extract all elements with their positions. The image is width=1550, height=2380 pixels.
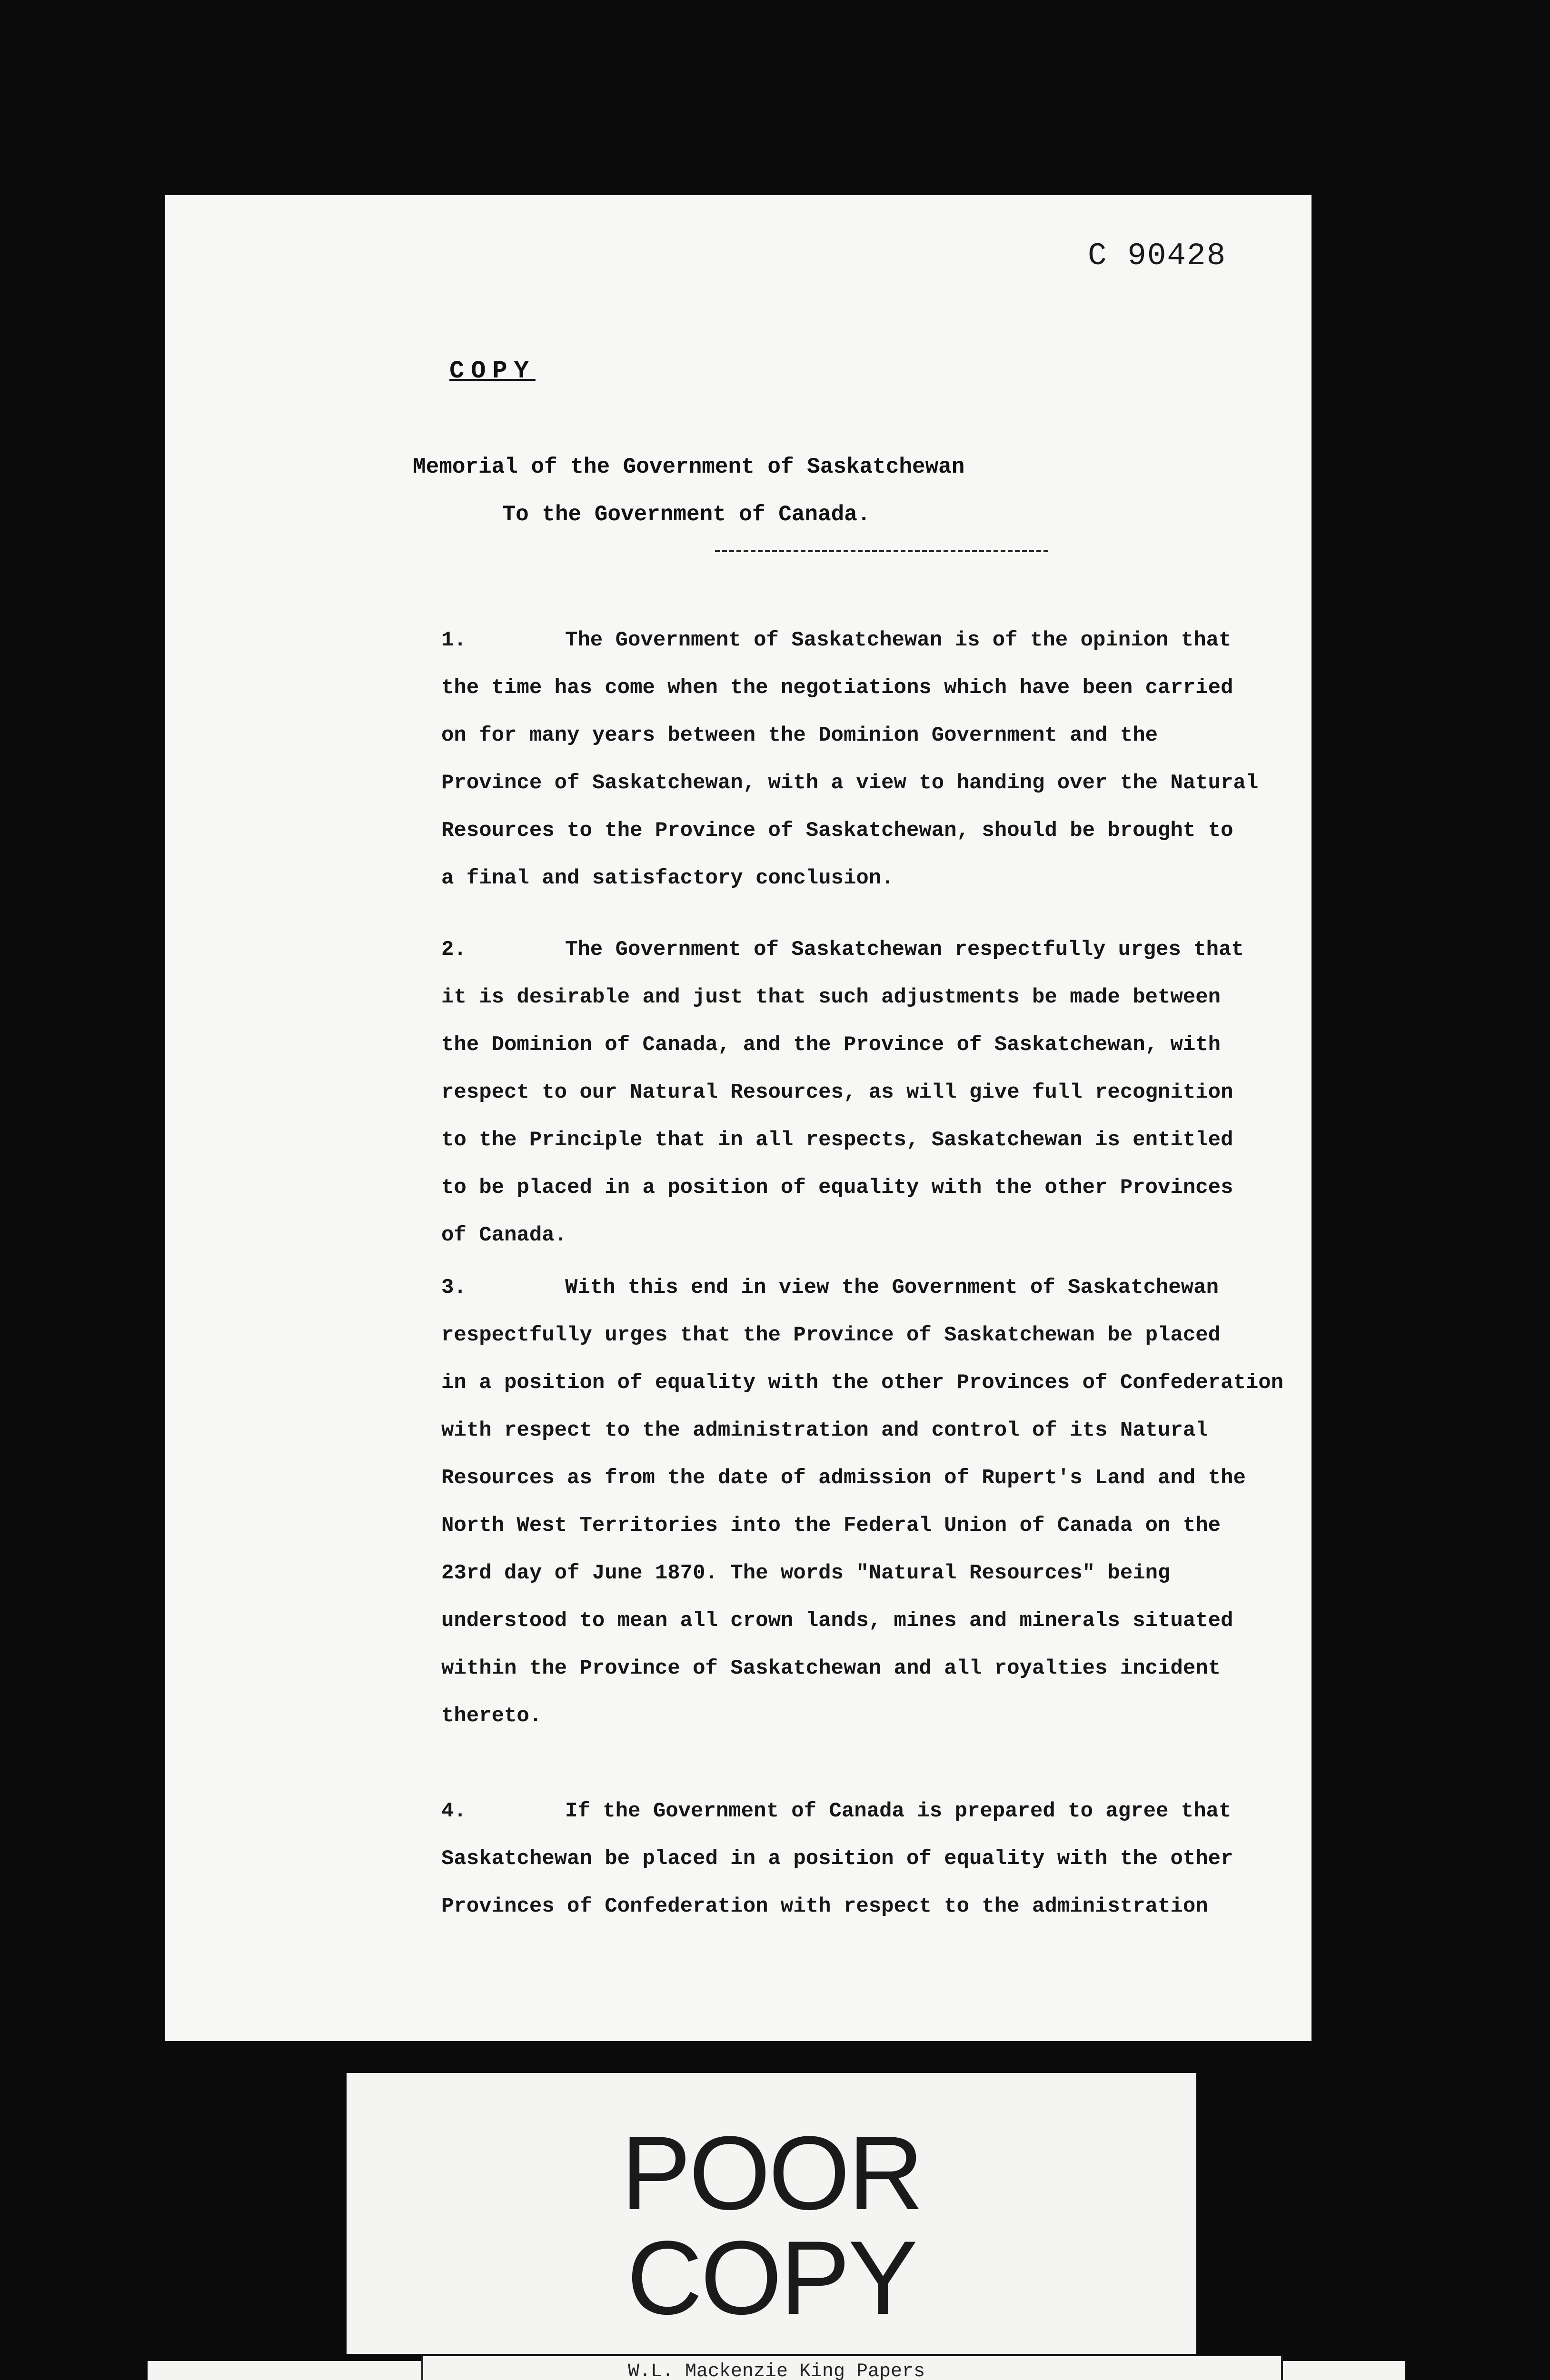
document-title-line-2: To the Government of Canada. [502,502,871,527]
paragraph-line: on for many years between the Dominion Government and the [441,724,1158,747]
paragraph-line: North West Territories into the Federal Union of Canada on the [441,1514,1221,1537]
paragraph-1 [441,616,1260,902]
paragraph-line: respectfully urges that the Province of Saskatchewan be placed [441,1323,1221,1347]
paragraph-number: 2. [441,938,467,962]
paragraph-line: to be placed in a position of equality with the other Provinces [441,1176,1233,1200]
paragraph-line: respect to our Natural Resources, as will give full recognition [441,1081,1233,1104]
poor-copy-line-2: COPY [626,2219,916,2336]
paragraph-3 [441,1264,1284,1740]
paragraph-line: the time has come when the negotiations which have been carried [441,676,1233,700]
document-page [165,195,1312,2041]
poor-copy-line-1: POOR [621,2114,922,2231]
archives-label [148,2361,1405,2380]
title-underline [715,550,1048,552]
paragraph-line: 1. The Government of Saskatchewan is of the opinion that [441,616,1260,664]
paragraph-line: in a position of equality with the other Provinces of Confederation [441,1371,1284,1395]
paragraph-line: 23rd day of June 1870. The words "Natural Resources" being [441,1561,1171,1585]
paragraph-line: a final and satisfactory conclusion. [441,866,894,890]
paragraph-line: with respect to the administration and control of its Natural [441,1418,1208,1442]
paragraph-line: it is desirable and just that such adjustments be made between [441,985,1221,1009]
paragraph-line: understood to mean all crown lands, mines and minerals situated [441,1609,1233,1633]
paragraph-line: to the Principle that in all respects, Saskatchewan is entitled [441,1128,1233,1152]
paragraph-2 [441,926,1260,1259]
copy-label: COPY [449,357,536,385]
paragraph-line: Province of Saskatchewan, with a view to handing over the Natural [441,771,1259,795]
paragraph-number: 1. [441,628,467,652]
paragraph-line: of Canada. [441,1223,567,1247]
paragraph-number: 3. [441,1276,467,1299]
document-title-line-1: Memorial of the Government of Saskatchewan [413,455,965,479]
paragraph-line: thereto. [441,1704,542,1728]
paragraph-line: Provinces of Confederation with respect to the administration [441,1894,1208,1918]
paragraph-line: Resources to the Province of Saskatchewan, should be brought to [441,819,1233,843]
archives-collection: W.L. Mackenzie King Papers [627,2361,925,2380]
reference-number: C 90428 [1088,238,1227,274]
paragraph-line: 3. With this end in view the Government of Saskatchewan [441,1264,1260,1311]
paragraph-line: the Dominion of Canada, and the Province of Saskatchewan, with [441,1033,1221,1057]
paragraph-line: within the Province of Saskatchewan and all royalties incident [441,1656,1221,1680]
paragraph-4 [441,1787,1260,1930]
paragraph-line: Saskatchewan be placed in a position of equality with the other [441,1847,1233,1871]
paragraph-number: 4. [441,1799,467,1823]
paragraph-line: 4. If the Government of Canada is prepared to agree that [441,1787,1260,1835]
poor-copy-label [347,2073,1196,2354]
paragraph-line: Resources as from the date of admission of Rupert's Land and the [441,1466,1246,1490]
paragraph-line: 2. The Government of Saskatchewan respectfully urges that [441,926,1260,973]
